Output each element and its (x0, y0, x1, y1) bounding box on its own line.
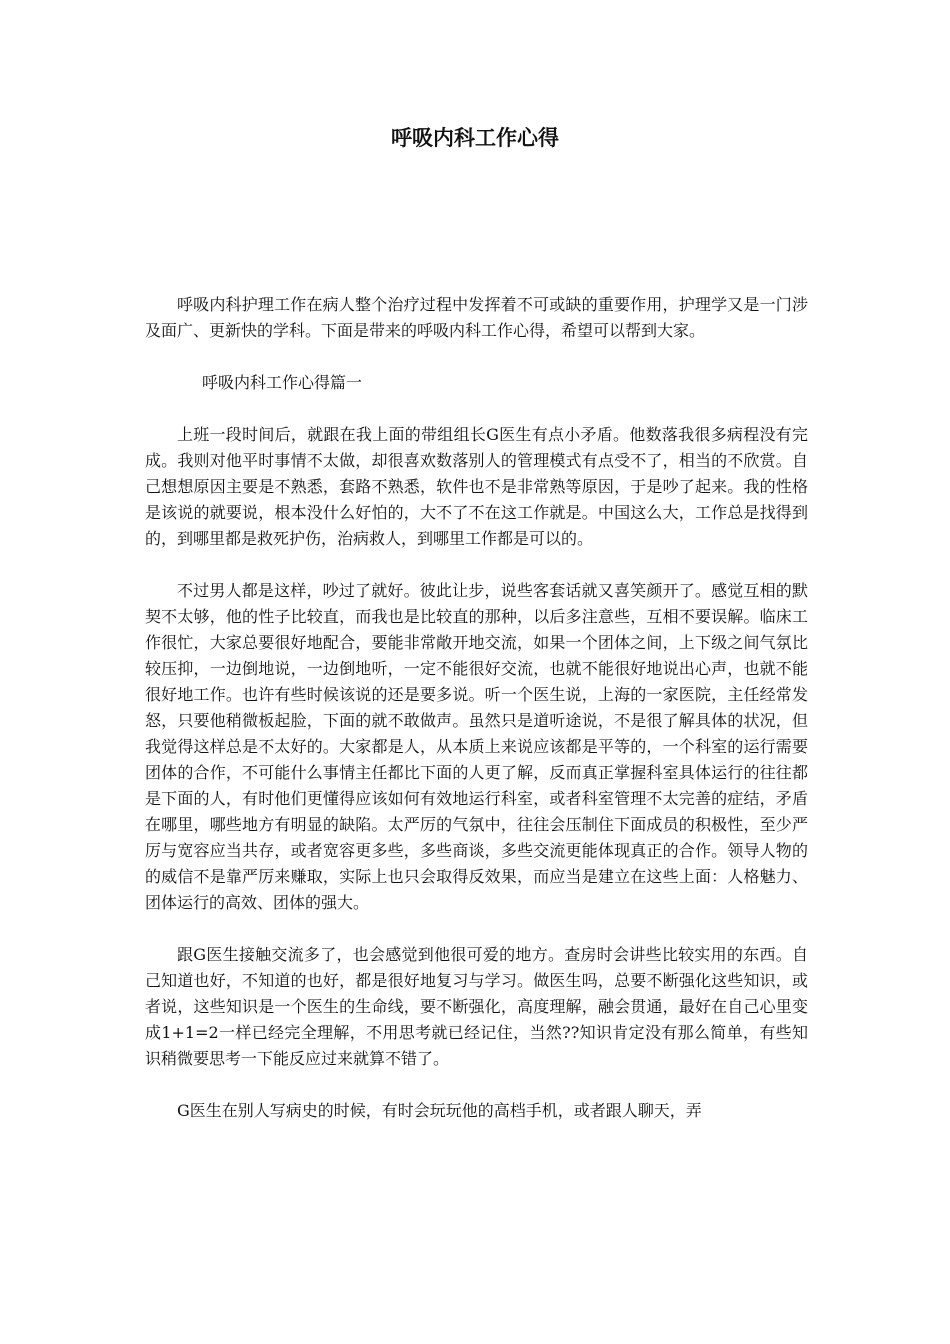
document-body (145, 292, 808, 1150)
body-paragraph: 跟G医生接触交流多了，也会感觉到他很可爱的地方。查房时会讲些比较实用的东西。自己知道也好，不知道的也好，都是很好地复习与学习。做医生吗，总要不断强化这些知识，或者说，这些知识是一个医生的生命线，要不断强化，高度理解，融会贯通，最好在自己心里变成1+1=2一样已经完全理解，不用思考就已经记住，当然??知识肯定没有那么简单，有些知识稍微要思考一下能反应过来就算不错了。 (145, 945, 808, 1068)
body-paragraph: G医生在别人写病史的时候，有时会玩玩他的高档手机，或者跟人聊天，弄 (177, 1101, 702, 1120)
section-heading: 呼吸内科工作心得篇一 (202, 373, 363, 392)
body-paragraph: 上班一段时间后，就跟在我上面的带组组长G医生有点小矛盾。他数落我很多病程没有完成。我则对他平时事情不太做，却很喜欢数落别人的管理模式有点受不了，相当的不欣赏。自己想想原因主要是不熟悉，套路不熟悉，软件也不是非常熟等原因，于是吵了起来。我的性格是该说的就要说，根本没什么好怕的，大不了不在这工作就是。中国这么大，工作总是找得到的，到哪里都是救死护伤，治病救人，到哪里工作都是可以的。 (145, 425, 808, 548)
body-paragraph: 不过男人都是这样，吵过了就好。彼此让步，说些客套话就又喜笑颜开了。感觉互相的默契不太够，他的性子比较直，而我也是比较直的那种，以后多注意些，互相不要误解。临床工作很忙，大家总要很好地配合，要能非常敞开地交流，如果一个团体之间，上下级之间气氛比较压抑，一边倒地说，一边倒地听，一定不能很好交流，也就不能很好地说出心声，也就不能很好地工作。也许有些时候该说的还是要多说。听一个医生说，上海的一家医院，主任经常发怒，只要他稍微板起脸，下面的就不敢做声。虽然只是道听途说，不是很了解具体的状况，但我觉得这样总是不太好的。大家都是人，从本质上来说应该都是平等的，一个科室的运行需要团体的合作，不可能什么事情主任都比下面的人更了解，反而真正掌握科室具体运行的往往都是下面的人，有时他们更懂得应该如何有效地运行科室，或者科室管理不太完善的症结，矛盾在哪里，哪些地方有明显的缺陷。太严厉的气氛中，往往会压制住下面成员的积极性，至少严厉与宽容应当共存，或者宽容更多些，多些商谈，多些交流更能体现真正的合作。领导人物的的威信不是靠严厉来赚取，实际上也只会取得反效果，而应当是建立在这些上面：人格魅力、团体运行的高效、团体的强大。 (145, 581, 808, 912)
document-title: 呼吸内科工作心得 (391, 126, 559, 150)
intro-paragraph: 呼吸内科护理工作在病人整个治疗过程中发挥着不可或缺的重要作用，护理学又是一门涉及面广、更新快的学科。下面是带来的呼吸内科工作心得，希望可以帮到大家。 (145, 295, 808, 340)
